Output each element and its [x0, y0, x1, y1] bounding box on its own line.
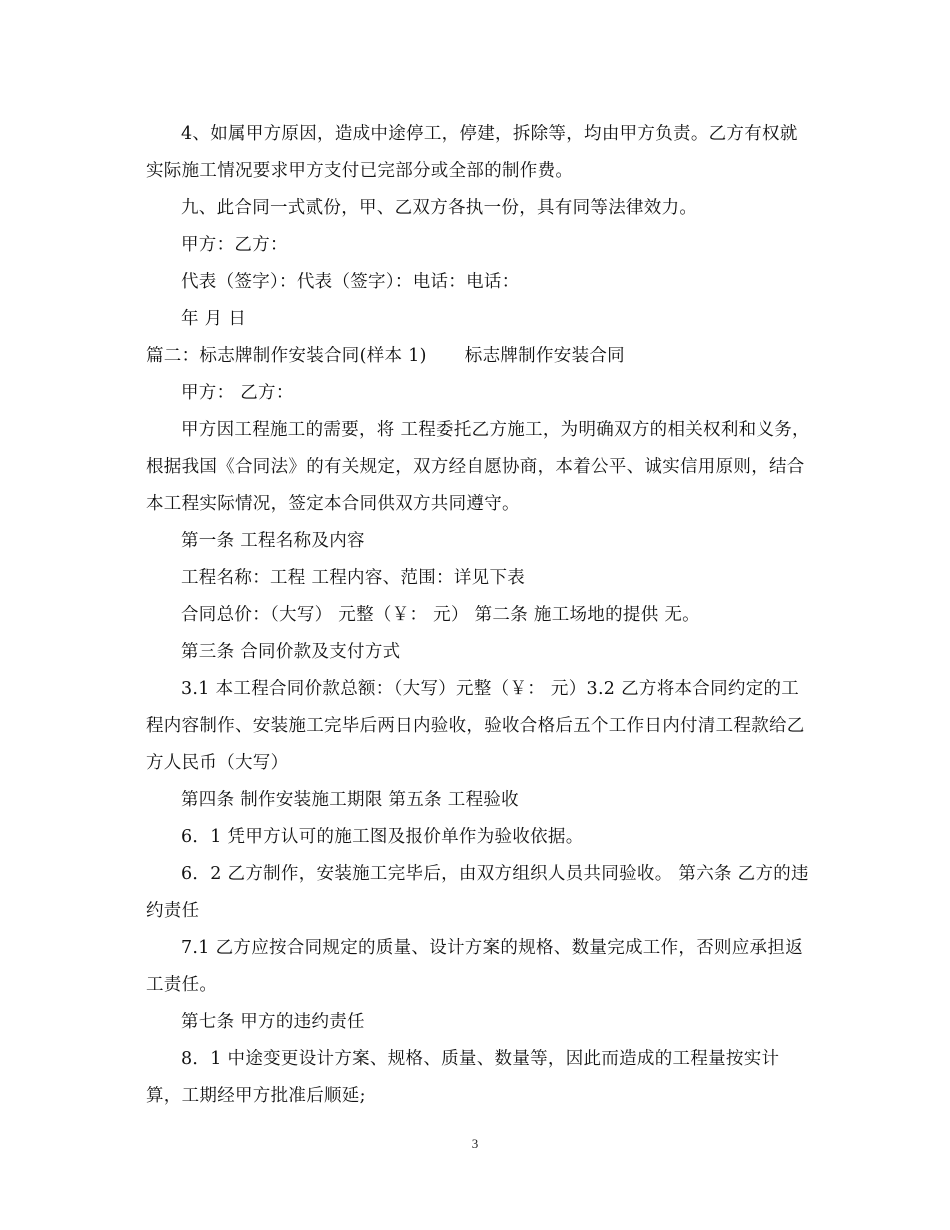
document-body [146, 116, 811, 1115]
paragraph-6-1: 6．1 凭甲方认可的施工图及报价单作为验收依据。 [181, 827, 584, 847]
paragraph-parties: 甲方：乙方： [181, 235, 288, 255]
paragraph-3-1: 3.1 本工程合同价款总额：（大写）元整（￥： 元）3.2 乙方将本合同约定的工程内容制作、安装施工完毕后两日内验收，验收合格后五个工作日内付清工程款给乙方人民币（大写） [146, 679, 805, 773]
article-3-heading: 第三条 合同价款及支付方式 [181, 642, 401, 662]
article-7-heading: 第七条 甲方的违约责任 [181, 1012, 365, 1032]
paragraph-parties-2: 甲方： 乙方： [181, 383, 294, 403]
paragraph-date: 年 月 日 [181, 309, 247, 329]
paragraph-total-price: 合同总价：（大写） 元整（￥： 元） 第二条 施工场地的提供 无。 [181, 605, 700, 625]
article-4-5-heading: 第四条 制作安装施工期限 第五条 工程验收 [181, 790, 519, 810]
paragraph-clause-9: 九、此合同一式贰份，甲、乙双方各执一份，具有同等法律效力。 [181, 198, 698, 218]
paragraph-7-1: 7.1 乙方应按合同规定的质量、设计方案的规格、数量完成工作，否则应承担返工责任。 [146, 938, 803, 995]
section-heading [146, 338, 811, 375]
article-1-heading: 第一条 工程名称及内容 [181, 531, 365, 551]
section-heading-left: 篇二：标志牌制作安装合同(样本 1) [146, 346, 427, 366]
paragraph-signatures: 代表（签字）：代表（签字）：电话：电话： [181, 272, 520, 292]
paragraph-project-name: 工程名称：工程 工程内容、范围：详见下表 [181, 568, 526, 588]
paragraph-clause-4: 4、如属甲方原因，造成中途停工，停建，拆除等，均由甲方负责。乙方有权就实际施工情况要求甲方支付已完部分或全部的制作费。 [146, 124, 798, 181]
paragraph-6-2: 6．2 乙方制作，安装施工完毕后，由双方组织人员共同验收。 第六条 乙方的违约责任 [146, 864, 809, 921]
paragraph-preamble: 甲方因工程施工的需要，将 工程委托乙方施工，为明确双方的相关权利和义务，根据我国《合同法》的有关规定，双方经自愿协商，本着公平、诚实信用原则，结合本工程实际情况，签定本合同供双方共同遵守。 [146, 420, 810, 514]
paragraph-8-1: 8．1 中途变更设计方案、规格、质量、数量等，因此而造成的工程量按实计算，工期经甲方批准后顺延; [146, 1049, 780, 1106]
section-heading-right: 标志牌制作安装合同 [464, 346, 625, 366]
page-number: 3 [471, 1136, 479, 1151]
